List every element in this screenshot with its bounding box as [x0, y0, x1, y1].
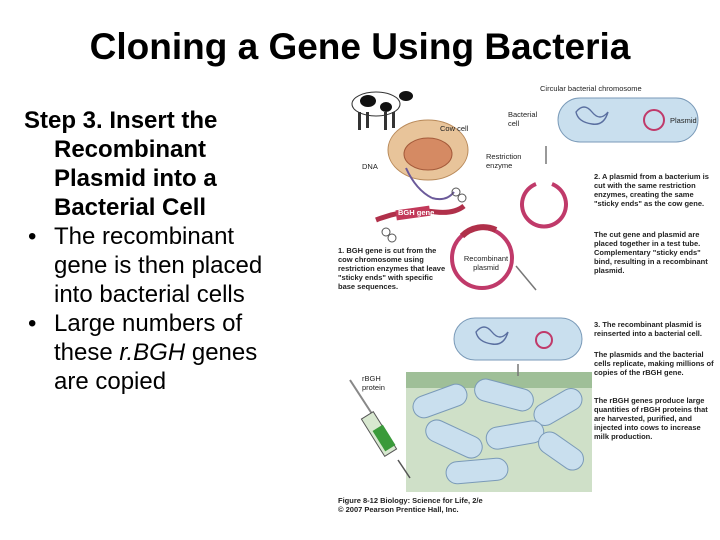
label-bgh-gene: BGH gene	[398, 208, 435, 217]
label-restriction-enzyme: Restriction enzyme	[486, 152, 522, 170]
step-heading-line: Step 3. Insert the	[24, 107, 218, 134]
label-circular-chromosome: Circular bacterial chromosome	[540, 84, 642, 93]
step-heading-line: Recombinant	[54, 136, 207, 163]
bacteria-culture-icon	[406, 372, 592, 492]
bullet-dot: •	[28, 310, 37, 337]
bullet-list	[24, 222, 324, 396]
bullet-dot: •	[28, 223, 37, 250]
plasmid-icon	[522, 184, 566, 226]
step-heading-line: Plasmid into a	[54, 165, 217, 192]
bacterial-cell-icon	[454, 318, 582, 360]
syringe-icon	[350, 380, 410, 478]
label-recombinant-plasmid: Recombinant plasmid	[463, 254, 509, 272]
label-cow-cell: Cow cell	[440, 124, 469, 133]
bullet-item: • Large numbers of these r.BGH genes are copied	[28, 310, 258, 395]
diagram-graphics	[336, 80, 720, 520]
step2b-text: The cut gene and plasmid are placed together in a test tube. Complementary "sticky ends" bind, resulting in a recombinant plasmid.	[594, 230, 708, 275]
text-panel	[24, 106, 324, 396]
step3b-text: The plasmids and the bacterial cells replicate, making millions of copies of the rBGH gene.	[594, 350, 714, 377]
step3-text: 3. The recombinant plasmid is reinserted into a bacterial cell.	[594, 320, 702, 338]
label-rbgh-protein: rBGH protein	[362, 374, 385, 392]
step-heading	[24, 106, 324, 222]
slide-title: Cloning a Gene Using Bacteria	[89, 26, 631, 67]
step2-text: 2. A plasmid from a bacterium is cut with the same restriction enzymes, creating the same "sticky ends" as the cow gene.	[594, 172, 709, 208]
figure-caption: Figure 8-12 Biology: Science for Life, 2/e	[338, 496, 483, 505]
label-bacterial-cell: Bacterial cell	[508, 110, 538, 128]
label-dna: DNA	[362, 162, 378, 171]
cow-icon	[352, 91, 413, 130]
copyright-text: © 2007 Pearson Prentice Hall, Inc.	[338, 505, 459, 514]
bullet-item: • The recombinant gene is then placed into bacterial cells	[28, 223, 263, 308]
step1-text: 1. BGH gene is cut from the cow chromosome using restriction enzymes that leave "sticky ends" with specific base sequences.	[338, 246, 446, 291]
label-plasmid: Plasmid	[670, 116, 697, 125]
step3c-text: The rBGH genes produce large quantities of rBGH proteins that are harvested, purified, and injected into cows to increase milk production.	[594, 396, 708, 441]
step-heading-line: Bacterial Cell	[54, 194, 207, 221]
cloning-diagram	[336, 80, 720, 520]
